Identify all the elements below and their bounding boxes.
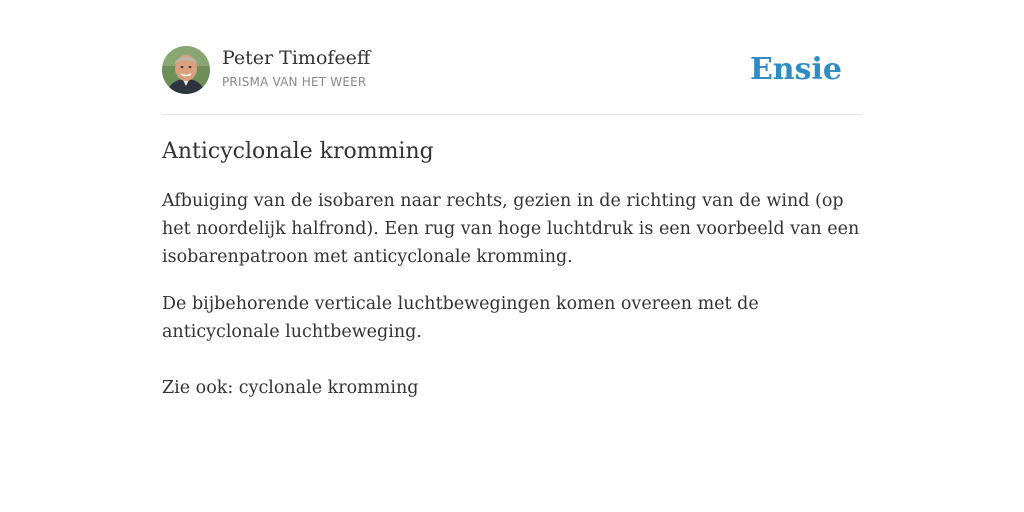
entry-paragraph-1: Afbuiging van de isobaren naar rechts, gezien in de richting van de wind (op het noordelijk halfrond). Een rug van hoge luchtdruk is een voorbeeld van een isobarenpatroon met anticyclonale kromming. [162,191,860,267]
ensie-logo[interactable]: Ensie [749,52,842,87]
see-also-text: Zie ook: cyclonale kromming [162,378,419,398]
author-portrait-icon [162,46,210,94]
author-avatar[interactable] [162,46,210,94]
author-name[interactable]: Peter Timofeeff [222,47,371,69]
entry-title: Anticyclonale kromming [162,139,434,164]
entry-header [162,46,862,115]
entry-paragraph-2: De bijbehorende verticale luchtbewegingen komen overeen met de anticyclonale luchtbeweging. [162,294,759,342]
author-source[interactable]: PRISMA VAN HET WEER [222,75,367,89]
entry-content [162,136,862,402]
